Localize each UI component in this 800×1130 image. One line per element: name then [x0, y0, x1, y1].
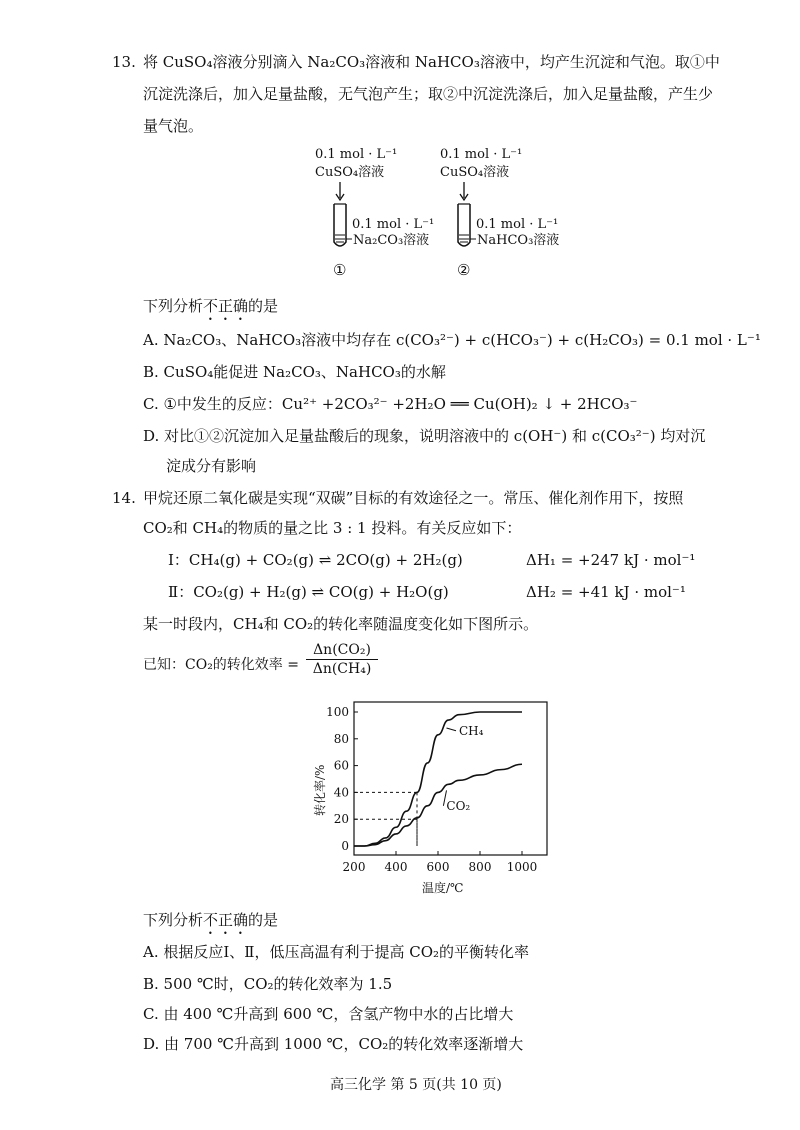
- q14-fraction-numerator: Δn(CO₂): [306, 642, 378, 660]
- q13-prompt-emphasis: 不正确: [203, 297, 249, 315]
- tube1-label: ①: [333, 261, 347, 279]
- q13-option-c: C. ①中发生的反应：Cu²⁺ +2CO₃²⁻ +2H₂O ══ Cu(OH)₂ ↓ + 2HCO₃⁻: [143, 395, 638, 413]
- q13-option-d-line2: 淀成分有影响: [166, 457, 257, 475]
- tube1-solution-conc: 0.1 mol · L⁻¹: [352, 217, 435, 232]
- q13-experiment-diagram: [300, 142, 600, 292]
- tube2-reagent-name: CuSO₄溶液: [440, 165, 510, 180]
- test-tube-2: [458, 204, 470, 246]
- q14-prompt-after: 的是: [248, 911, 279, 929]
- q14-stem-line1: 甲烷还原二氧化碳是实现“双碳”目标的有效途径之一。常压、催化剂作用下，按照: [143, 489, 684, 507]
- q14-stem-line2: CO₂和 CH₄的物质的量之比 3 : 1 投料。有关反应如下：: [143, 519, 522, 537]
- q14-reaction-2-enthalpy: ΔH₂ = +41 kJ · mol⁻¹: [526, 583, 686, 601]
- q14-option-b: B. 500 ℃时，CO₂的转化效率为 1.5: [143, 975, 393, 993]
- y-tick-label-20: 20: [333, 812, 349, 827]
- tube2-solution-conc: 0.1 mol · L⁻¹: [476, 217, 559, 232]
- chart-frame: [354, 702, 547, 855]
- q14-known-label: 已知：CO₂的转化效率 =: [143, 657, 299, 673]
- q14-reaction-1: Ⅰ：CH₄(g) + CO₂(g) ⇌ 2CO(g) + 2H₂(g): [168, 551, 463, 569]
- q14-prompt-before: 下列分析: [143, 911, 204, 929]
- q14-fraction-denominator: Δn(CH₄): [312, 661, 372, 677]
- x-tick-label-400: 400: [384, 860, 408, 874]
- series-line-0: [354, 712, 522, 846]
- chart-xlabel: 温度/℃: [422, 881, 464, 895]
- y-tick-label-0: 0: [341, 839, 349, 853]
- y-tick-label-100: 100: [326, 705, 349, 719]
- q13-prompt-after: 的是: [248, 297, 279, 315]
- q13-option-a: A. Na₂CO₃、NaHCO₃溶液中均存在 c(CO₃²⁻) + c(HCO₃⁻) + c(H₂CO₃) = 0.1 mol · L⁻¹: [143, 331, 761, 349]
- tube1-solution-name: Na₂CO₃溶液: [353, 233, 430, 248]
- y-tick-label-80: 80: [333, 731, 349, 746]
- tube1-liquid: [335, 235, 345, 242]
- chart-ylabel: 转化率/%: [313, 764, 327, 816]
- q13-stem-line2: 沉淀洗涤后，加入足量盐酸，无气泡产生；取②中沉淀洗涤后，加入足量盐酸，产生少: [143, 85, 714, 103]
- conversion-rate-chart: [310, 696, 560, 896]
- q14-number: 14.: [112, 489, 136, 507]
- q14-prompt-emphasis: 不正确: [203, 911, 249, 929]
- q14-fraction: [306, 642, 378, 677]
- y-tick-label-40: 40: [333, 785, 349, 800]
- tube2-liquid: [459, 235, 469, 242]
- page-footer: 高三化学 第 5 页(共 10 页): [330, 1077, 502, 1093]
- y-tick-label-60: 60: [333, 758, 349, 773]
- q14-option-d: D. 由 700 ℃升高到 1000 ℃，CO₂的转化效率逐渐增大: [143, 1035, 524, 1053]
- tube1-reagent-conc: 0.1 mol · L⁻¹: [315, 147, 398, 162]
- q13-prompt-before: 下列分析: [143, 297, 204, 315]
- q13-number: 13.: [112, 53, 136, 71]
- q13-option-d-line1: D. 对比①②沉淀加入足量盐酸后的现象，说明溶液中的 c(OH⁻) 和 c(CO₃²⁻) 均对沉: [143, 427, 706, 445]
- series-leader-0: [447, 728, 457, 731]
- x-tick-label-1000: 1000: [506, 860, 538, 874]
- q14-prompt: [143, 910, 278, 938]
- test-tube-1: [334, 204, 346, 246]
- series-label-1: CO₂: [446, 798, 471, 813]
- q14-option-a: A. 根据反应Ⅰ、Ⅱ，低压高温有利于提高 CO₂的平衡转化率: [143, 943, 530, 961]
- q13-option-b: B. CuSO₄能促进 Na₂CO₃、NaHCO₃的水解: [143, 363, 446, 381]
- x-tick-label-600: 600: [426, 860, 450, 874]
- q14-option-c: C. 由 400 ℃升高到 600 ℃，含氢产物中水的占比增大: [143, 1005, 514, 1023]
- x-tick-label-800: 800: [468, 860, 492, 874]
- series-line-1: [354, 764, 522, 846]
- tube2-reagent-conc: 0.1 mol · L⁻¹: [440, 147, 523, 162]
- tube1-reagent-name: CuSO₄溶液: [315, 165, 385, 180]
- q14-reaction-2: Ⅱ：CO₂(g) + H₂(g) ⇌ CO(g) + H₂O(g): [168, 583, 449, 601]
- tube2-label: ②: [457, 261, 471, 279]
- q13-stem-line1: 将 CuSO₄溶液分别滴入 Na₂CO₃溶液和 NaHCO₃溶液中，均产生沉淀和气泡。取①中: [143, 53, 720, 71]
- x-tick-label-200: 200: [342, 860, 366, 874]
- q14-reaction-1-enthalpy: ΔH₁ = +247 kJ · mol⁻¹: [526, 551, 696, 569]
- q14-text-after-reactions: 某一时段内，CH₄和 CO₂的转化率随温度变化如下图所示。: [143, 615, 539, 633]
- series-label-0: CH₄: [459, 723, 484, 738]
- q13-stem-line3: 量气泡。: [143, 117, 204, 135]
- tube2-solution-name: NaHCO₃溶液: [477, 233, 560, 248]
- q13-prompt: [143, 296, 278, 324]
